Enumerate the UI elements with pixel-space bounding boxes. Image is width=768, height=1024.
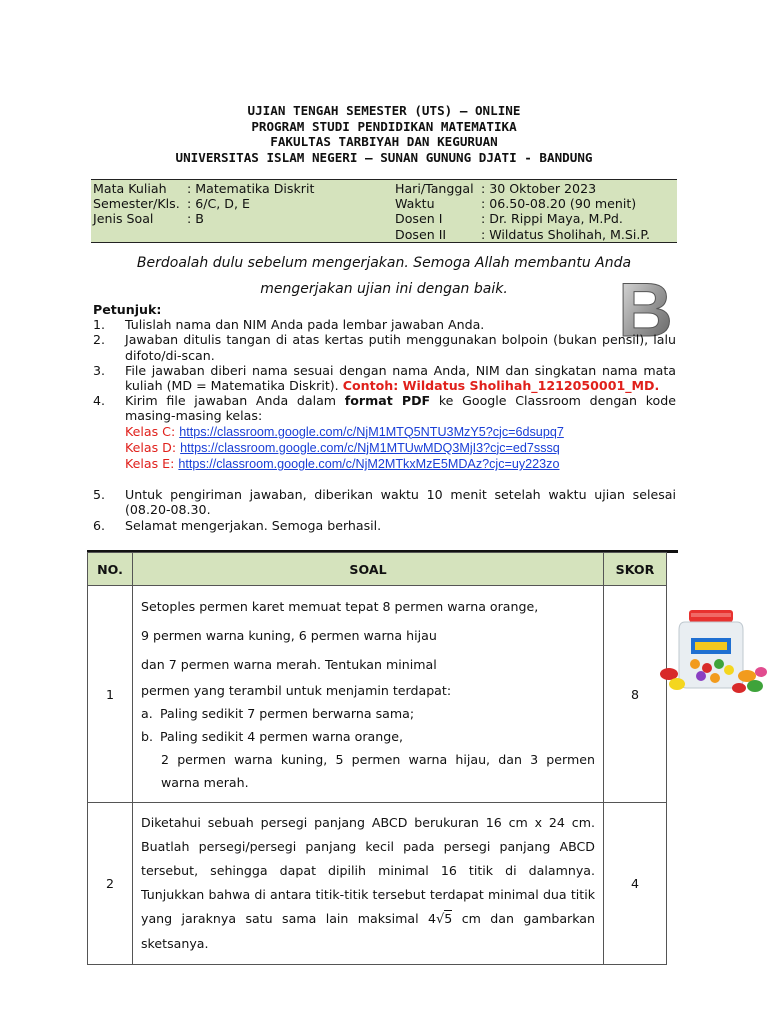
instruction-item	[93, 332, 676, 362]
info-value: : Wildatus Sholihah, M.Si.P.	[481, 226, 650, 242]
header-line-3: FAKULTAS TARBIYAH DAN KEGURUAN	[270, 134, 498, 149]
instruction-text: ke Google Classroom dengan kode masing-masing kelas:	[125, 393, 677, 424]
spacer	[93, 472, 676, 487]
info-row	[395, 196, 650, 211]
question-score: 8	[604, 586, 667, 803]
info-row	[93, 181, 314, 196]
instruction-emphasis: format PDF	[344, 393, 431, 409]
instruction-text: Jawaban ditulis tangan di atas kertas putih menggunakan bolpoin (bukan pensil), lalu difoto/di-scan.	[125, 332, 676, 363]
instruction-item	[93, 487, 676, 517]
info-value: : B	[187, 211, 204, 227]
classroom-link-d[interactable]: https://classroom.google.com/c/NjM1MTUwMDQ3MjI3?cjc=ed7sssq	[180, 440, 560, 455]
info-value: : Dr. Rippi Maya, M.Pd.	[481, 211, 623, 227]
header-line-1: UJIAN TENGAH SEMESTER (UTS) – ONLINE	[247, 103, 521, 118]
instruction-number: 5.	[93, 487, 106, 503]
big-letter: B	[618, 276, 673, 340]
header-no: NO.	[88, 553, 133, 586]
info-row	[93, 196, 314, 211]
question-text: cm dan gambarkan sketsanya.	[141, 911, 595, 951]
question-number: 1	[88, 586, 133, 803]
sqrt-sign: √	[436, 912, 445, 927]
subquestion-b	[141, 725, 595, 748]
question-1-text	[133, 586, 604, 803]
instruction-number: 4.	[93, 393, 106, 409]
header-line-4: UNIVERSITAS ISLAM NEGERI – SUNAN GUNUNG DJATI - BANDUNG	[175, 149, 593, 165]
instruction-item	[93, 393, 676, 472]
sqrt-expression	[428, 911, 452, 926]
table-header-row	[88, 553, 667, 586]
subquestion-a	[141, 702, 595, 725]
question-score: 4	[604, 803, 667, 965]
header-soal: SOAL	[133, 553, 604, 586]
info-key: Mata Kuliah	[93, 181, 167, 196]
course-info-right	[395, 181, 650, 242]
table-row	[88, 803, 667, 965]
info-row	[395, 181, 650, 196]
class-link-row	[125, 456, 676, 472]
instruction-number: 1.	[93, 317, 106, 333]
class-label: Kelas D:	[125, 439, 177, 455]
questions-table	[87, 552, 667, 965]
instructions	[93, 302, 676, 533]
info-row	[395, 227, 650, 242]
class-link-row	[125, 424, 676, 440]
question-text: Diketahui sebuah persegi panjang ABCD berukuran 16 cm x 24 cm. Buatlah persegi/persegi panjang kecil pada persegi panjang ABCD tersebut, sehingga dapat dipilih minimal 16 titik di dalamnya. Tunjukkan bahwa di antara titik-titik tersebut terdapat minimal dua titik yang jaraknya satu sama lain maksimal	[141, 815, 595, 926]
sqrt-coefficient: 4	[427, 911, 436, 926]
question-line: Setoples permen karet memuat tepat 8 permen warna orange,	[141, 599, 539, 614]
instruction-text: Untuk pengiriman jawaban, diberikan waktu 10 menit setelah waktu ujian selesai (08.20-08.30.	[125, 487, 676, 518]
question-line: dan 7 permen warna merah. Tentukan minimal	[141, 657, 437, 672]
instruction-item	[93, 518, 676, 533]
info-value: : 06.50-08.20 (90 menit)	[481, 196, 637, 212]
question-number: 2	[88, 803, 133, 965]
instruction-item	[93, 317, 676, 332]
instruction-text: Tulislah nama dan NIM Anda pada lembar jawaban Anda.	[125, 317, 485, 333]
info-row	[93, 211, 314, 226]
info-key: Waktu	[395, 196, 435, 212]
question-subparts	[141, 679, 595, 794]
subquestion-text: Paling sedikit 4 permen warna orange,	[160, 729, 403, 744]
info-key: Dosen II	[395, 226, 447, 242]
prayer-line-2: mengerjakan ujian ini dengan baik.	[260, 281, 508, 297]
class-label: Kelas E:	[125, 456, 175, 472]
course-info-left	[93, 181, 314, 227]
class-label: Kelas C:	[125, 423, 176, 439]
info-value: : 6/C, D, E	[187, 196, 250, 212]
classroom-link-c[interactable]: https://classroom.google.com/c/NjM1MTQ5NTU3MzY5?cjc=6dsupq7	[179, 424, 564, 439]
filename-example: Contoh: Wildatus Sholihah_1212050001_MD.	[342, 378, 660, 394]
subquestion-b-continued: 2 permen warna kuning, 5 permen warna hijau, dan 3 permen warna merah.	[161, 752, 595, 790]
header-line-2: PROGRAM STUDI PENDIDIKAN MATEMATIKA	[251, 118, 517, 134]
subquestion-text: Paling sedikit 7 permen berwarna sama;	[160, 706, 415, 721]
info-key: Dosen I	[395, 211, 443, 227]
class-link-row	[125, 440, 676, 456]
info-key: Semester/Kls.	[93, 196, 180, 212]
prayer-line-1: Berdoalah dulu sebelum mengerjakan. Semoga Allah membantu Anda	[136, 255, 632, 271]
question-line: 9 permen warna kuning, 6 permen warna hijau	[141, 628, 437, 643]
header-skor: SKOR	[604, 553, 667, 586]
info-row	[395, 211, 650, 226]
instruction-text: Kirim file jawaban Anda dalam	[125, 393, 337, 409]
instruction-number: 6.	[93, 517, 106, 533]
candy-jar-image	[655, 604, 768, 700]
instruction-text: File jawaban diberi nama sesuai dengan nama Anda, NIM dan singkatan nama mata kuliah (MD = Matematika Diskrit).	[125, 362, 676, 394]
sqrt-radicand: 5	[444, 911, 453, 926]
classroom-link-e[interactable]: https://classroom.google.com/c/NjM2MTkxMzE5MDAz?cjc=uy223zo	[178, 457, 560, 472]
instruction-item	[93, 363, 676, 393]
info-value: : 30 Oktober 2023	[481, 181, 597, 196]
info-key: Jenis Soal	[93, 211, 154, 227]
course-info-box	[91, 179, 677, 243]
instruction-number: 2.	[93, 332, 106, 348]
instruction-text: Selamat mengerjakan. Semoga berhasil.	[125, 517, 382, 533]
info-value: : Matematika Diskrit	[187, 181, 315, 196]
instruction-number: 3.	[93, 362, 106, 378]
exam-header	[0, 103, 768, 165]
table-row	[88, 586, 667, 803]
question-line: permen yang terambil untuk menjamin terdapat:	[141, 683, 452, 698]
info-key: Hari/Tanggal	[395, 181, 474, 196]
subquestion-label: a.	[141, 706, 153, 721]
subquestion-label: b.	[141, 729, 153, 744]
instructions-title: Petunjuk:	[93, 302, 162, 317]
question-2-text	[133, 803, 604, 965]
